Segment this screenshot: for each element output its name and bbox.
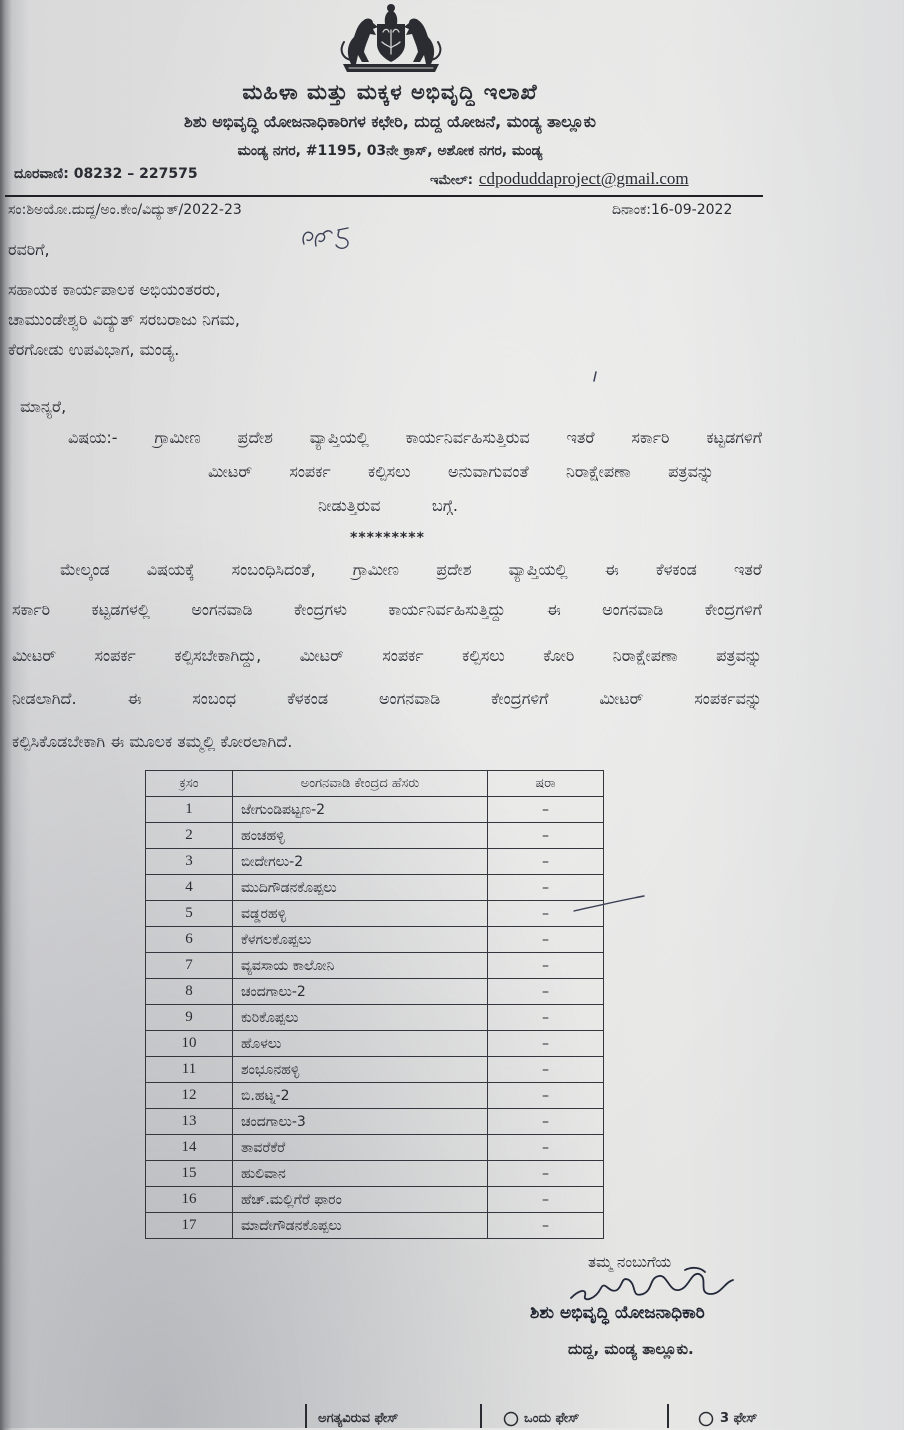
pen-tick-mark	[572, 893, 647, 915]
emblem-crest	[385, 10, 398, 24]
serial-cell: 7	[146, 953, 233, 979]
signatory-designation: ಶಿಶು ಅಭಿವೃದ್ಧಿ ಯೋಜನಾಧಿಕಾರಿ	[530, 1303, 705, 1323]
signature-closing: ತಮ್ಮ ನಂಬುಗೆಯ	[588, 1253, 672, 1271]
centre-name-cell: ಕುರಿಕೊಪ್ಪಲು	[233, 1005, 488, 1031]
centre-name-cell: ಹಂಚಹಳ್ಳಿ	[233, 823, 488, 849]
table-row	[146, 823, 604, 849]
remark-cell: –	[488, 797, 604, 823]
column-header-centre-name: ಅಂಗನವಾಡಿ ಕೇಂದ್ರದ ಹೆಸರು	[233, 771, 488, 797]
subject-line: ಮೀಟರ್ ಸಂಪರ್ಕ ಕಲ್ಪಿಸಲು ಅನುವಾಗುವಂತೆ ನಿರಾಕ್ಷೇಪಣಾ ಪತ್ರವನ್ನು	[208, 462, 714, 481]
separator-stars: *********	[350, 530, 425, 546]
table-header-row	[146, 771, 604, 797]
table-row	[146, 849, 604, 875]
emblem-right-lion	[404, 19, 434, 64]
serial-cell: 5	[146, 901, 233, 927]
handwritten-strokes	[303, 228, 348, 248]
remark-cell: –	[488, 1135, 604, 1161]
remark-cell: –	[488, 953, 604, 979]
remark-cell: –	[488, 1031, 604, 1057]
table-row	[146, 1161, 604, 1187]
signatory-place: ದುದ್ದ, ಮಂಡ್ಯ ತಾಲ್ಲೂಕು.	[568, 1340, 694, 1358]
table-row	[146, 979, 604, 1005]
centre-name-cell: ತಾವರೆಕೆರೆ	[233, 1135, 488, 1161]
remark-cell: –	[488, 849, 604, 875]
centre-name-cell: ಮುದಿಗೌಡನಕೊಪ್ಪಲು	[233, 875, 488, 901]
table-row	[146, 927, 604, 953]
emblem-left-lion	[348, 19, 378, 64]
office-name: ಶಿಶು ಅಭಿವೃದ್ಧಿ ಯೋಜನಾಧಿಕಾರಿಗಳ ಕಛೇರಿ, ದುದ್ದ ಯೋಜನೆ, ಮಂಡ್ಯ ತಾಲ್ಲೂಕು	[184, 112, 596, 131]
serial-cell: 8	[146, 979, 233, 1005]
serial-cell: 4	[146, 875, 233, 901]
stamp-divider	[667, 1404, 669, 1428]
pen-mark-stroke	[594, 372, 596, 381]
serial-cell: 11	[146, 1057, 233, 1083]
serial-cell: 17	[146, 1213, 233, 1239]
table-row	[146, 901, 604, 927]
remark-cell: –	[488, 927, 604, 953]
recipient-to: ರವರಿಗೆ,	[8, 240, 50, 259]
remark-cell: –	[488, 823, 604, 849]
office-address: ಮಂಡ್ಯ ನಗರ, #1195, 03ನೇ ಕ್ರಾಸ್, ಅಶೋಕ ನಗರ, ಮಂಡ್ಯ	[237, 143, 543, 159]
stamp-divider	[480, 1404, 482, 1428]
serial-cell: 14	[146, 1135, 233, 1161]
handwritten-inward-number	[298, 222, 360, 252]
subject-line	[68, 425, 762, 451]
centre-name-cell: ಚಂದಗಾಲು-2	[233, 979, 488, 1005]
reference-number: ಸಂ:ಶಿಅಯೋ.ದುದ್ದ/ಅಂ.ಕೇಂ/ವಿದ್ಯುತ್/2022-23	[8, 202, 242, 218]
stamp-single-phase: ಒಂದು ಫೇಸ್	[524, 1411, 580, 1426]
body-line: ಸರ್ಕಾರಿ ಕಟ್ಟಡಗಳಲ್ಲಿ ಅಂಗನವಾಡಿ ಕೇಂದ್ರಗಳು ಕಾರ್ಯನಿರ್ವಹಿಸುತ್ತಿದ್ದು ಈ ಅಂಗನವಾಡಿ ಕೇಂದ್ರಗಳಿಗೆ	[12, 600, 762, 619]
radio-circle-icon	[503, 1411, 519, 1427]
remark-cell: –	[488, 1083, 604, 1109]
column-header-remarks: ಷರಾ	[488, 771, 604, 797]
pen-mark	[590, 370, 600, 384]
centre-name-cell: ಬಿ.ಹಟ್ನ-2	[233, 1083, 488, 1109]
remark-cell: –	[488, 979, 604, 1005]
signature-stroke	[571, 1268, 733, 1299]
centre-name-cell: ಜೇಗುಂಡಿಪಟ್ಟಣ-2	[233, 797, 488, 823]
subject-line: ನೀಡುತ್ತಿರುವ ಬಗ್ಗೆ.	[318, 496, 458, 515]
remark-cell: –	[488, 1109, 604, 1135]
table-row	[146, 1109, 604, 1135]
stamp-required-phase: ಅಗತ್ಯವಿರುವ ಫೇಸ್	[318, 1411, 399, 1426]
table-row	[146, 1083, 604, 1109]
centre-name-cell: ಕೆಳಗಲಕೊಪ್ಪಲು	[233, 927, 488, 953]
serial-cell: 1	[146, 797, 233, 823]
table-row	[146, 1031, 604, 1057]
table-body	[146, 797, 604, 1239]
recipient-line: ಕೆರಗೋಡು ಉಪವಿಭಾಗ, ಮಂಡ್ಯ.	[8, 340, 180, 359]
serial-cell: 2	[146, 823, 233, 849]
karnataka-emblem-icon	[335, 2, 447, 78]
remark-cell: –	[488, 875, 604, 901]
table-row	[146, 1005, 604, 1031]
centre-name-cell: ಹುಲಿವಾನ	[233, 1161, 488, 1187]
letter-date: ದಿನಾಂಕ:16-09-2022	[612, 202, 733, 218]
serial-cell: 15	[146, 1161, 233, 1187]
pen-tick-stroke	[574, 896, 644, 911]
centre-name-cell: ವಡ್ಡರಹಳ್ಳಿ	[233, 901, 488, 927]
emblem-crest-head	[387, 4, 395, 12]
table-row	[146, 953, 604, 979]
remark-cell: –	[488, 1187, 604, 1213]
office-email	[430, 167, 770, 191]
remark-cell: –	[488, 1005, 604, 1031]
table-row	[146, 875, 604, 901]
stamp-divider	[305, 1404, 307, 1428]
centre-name-cell: ಹೆಚ್.ಮಲ್ಲಿಗೆರೆ ಫಾರಂ	[233, 1187, 488, 1213]
body-line: ಮೀಟರ್ ಸಂಪರ್ಕ ಕಲ್ಪಿಸಬೇಕಾಗಿದ್ದು, ಮೀಟರ್ ಸಂಪರ್ಕ ಕಲ್ಪಿಸಲು ಕೋರಿ ನಿರಾಕ್ಷೇಪಣಾ ಪತ್ರವನ್ನು	[12, 646, 762, 665]
serial-cell: 12	[146, 1083, 233, 1109]
stamp-three-phase: 3 ಫೇಸ್	[720, 1411, 758, 1426]
radio-circle-outline	[700, 1413, 713, 1426]
department-title: ಮಹಿಳಾ ಮತ್ತು ಮಕ್ಕಳ ಅಭಿವೃದ್ಧಿ ಇಲಾಖೆ	[242, 80, 538, 104]
letterhead-divider	[5, 195, 763, 197]
remark-cell: –	[488, 1057, 604, 1083]
radio-circle-icon	[698, 1411, 714, 1427]
office-phone: ದೂರವಾಣಿ: 08232 – 227575	[14, 166, 198, 182]
serial-cell: 6	[146, 927, 233, 953]
recipient-line: ಸಹಾಯಕ ಕಾರ್ಯಪಾಲಕ ಅಭಿಯಂತರರು,	[8, 280, 221, 299]
table-row	[146, 1213, 604, 1239]
centre-name-cell: ಬೀದೇಗಲು-2	[233, 849, 488, 875]
email-label: ಇಮೇಲ್:	[430, 173, 473, 188]
centre-name-cell: ಹೊಳಲು	[233, 1031, 488, 1057]
subject-label: ವಿಷಯ:-	[68, 428, 118, 447]
serial-cell: 16	[146, 1187, 233, 1213]
body-line: ಮೇಲ್ಕಂಡ ವಿಷಯಕ್ಕೆ ಸಂಬಂಧಿಸಿದಂತೆ, ಗ್ರಾಮೀಣ ಪ್ರದೇಶ ವ್ಯಾಪ್ತಿಯಲ್ಲಿ ಈ ಕೆಳಕಂಡ ಇತರೆ	[60, 560, 762, 579]
body-line: ಕಲ್ಪಿಸಿಕೊಡಬೇಕಾಗಿ ಈ ಮೂಲಕ ತಮ್ಮಲ್ಲಿ ಕೋರಲಾಗಿದೆ.	[12, 732, 293, 751]
centre-name-cell: ಮಾದೇಗೌಡನಕೊಪ್ಪಲು	[233, 1213, 488, 1239]
anganwadi-centres-table	[145, 770, 604, 1239]
radio-circle-outline	[505, 1413, 518, 1426]
body-line: ನೀಡಲಾಗಿದೆ. ಈ ಸಂಬಂಧ ಕೆಳಕಂಡ ಅಂಗನವಾಡಿ ಕೇಂದ್ರಗಳಿಗೆ ಮೀಟರ್ ಸಂಪರ್ಕವನ್ನು	[12, 689, 762, 708]
greeting: ಮಾನ್ಯರೆ,	[20, 397, 67, 416]
subject-text: ಗ್ರಾಮೀಣ ಪ್ರದೇಶ ವ್ಯಾಪ್ತಿಯಲ್ಲಿ ಕಾರ್ಯನಿರ್ವಹಿಸುತ್ತಿರುವ ಇತರೆ ಸರ್ಕಾರಿ ಕಟ್ಟಡಗಳಿಗೆ	[154, 428, 762, 447]
centre-name-cell: ವ್ಯವಸಾಯ ಕಾಲೋನಿ	[233, 953, 488, 979]
column-header-serial: ಕ್ರಸಂ	[146, 771, 233, 797]
serial-cell: 10	[146, 1031, 233, 1057]
table-row	[146, 1057, 604, 1083]
remark-cell: –	[488, 1161, 604, 1187]
centre-name-cell: ಶಂಭೂನಹಳ್ಳಿ	[233, 1057, 488, 1083]
serial-cell: 13	[146, 1109, 233, 1135]
recipient-line: ಚಾಮುಂಡೇಶ್ವರಿ ವಿದ್ಯುತ್ ಸರಬರಾಜು ನಿಗಮ,	[8, 310, 240, 329]
remark-cell: –	[488, 901, 604, 927]
table-row	[146, 797, 604, 823]
table-row	[146, 1187, 604, 1213]
serial-cell: 9	[146, 1005, 233, 1031]
remark-cell: –	[488, 1213, 604, 1239]
table-row	[146, 1135, 604, 1161]
email-address: cdpoduddaproject@gmail.com	[478, 169, 689, 188]
serial-cell: 3	[146, 849, 233, 875]
centre-name-cell: ಚಂದಗಾಲು-3	[233, 1109, 488, 1135]
